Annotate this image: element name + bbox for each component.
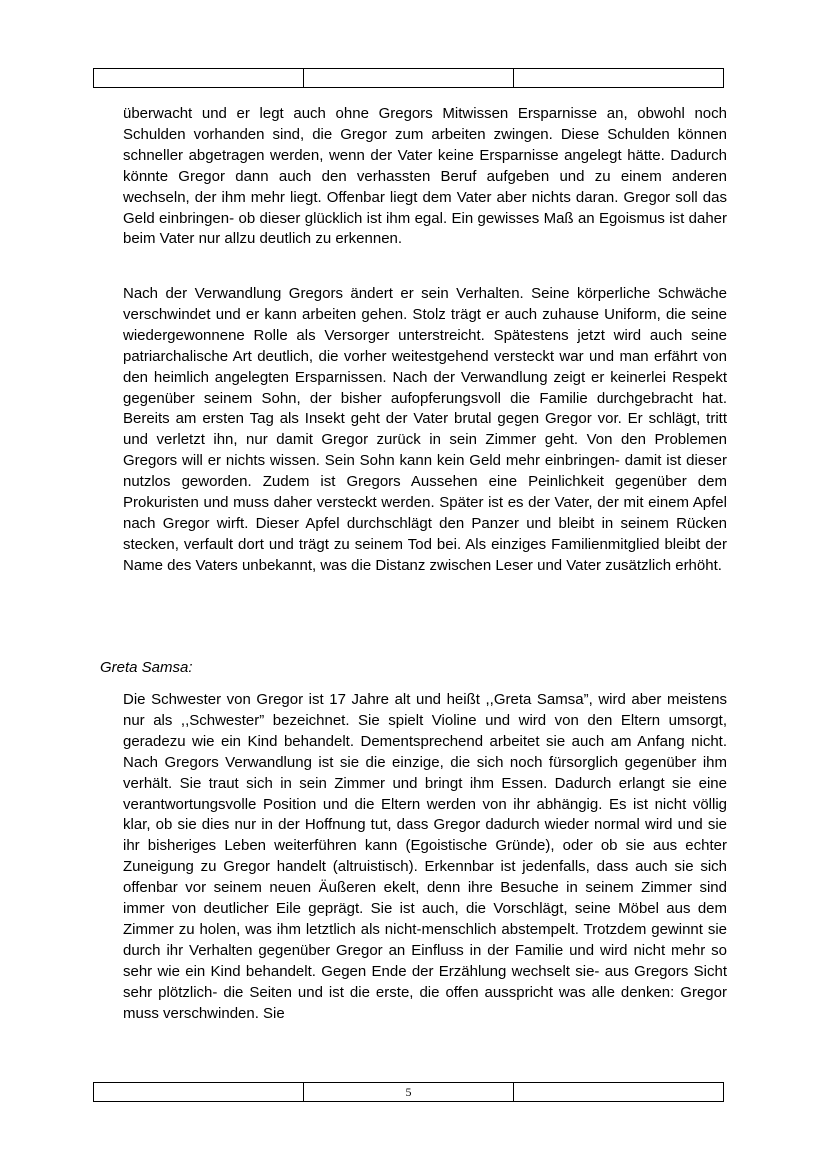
header-table: [93, 68, 724, 88]
header-cell-center: [304, 69, 514, 88]
paragraph-father-savings: [123, 104, 727, 250]
page-number: 5: [304, 1083, 514, 1102]
paragraph-text: überwacht und er legt auch ohne Gregors Mitwissen Ersparnisse an, obwohl noch Schulden vorhanden sind, die Gregor zum arbeiten zwingen. Diese Schulden können schneller abgetragen werden, wenn der Vater keine Ersparnisse angelegt hätte. Dadurch könnte Gregor dann auch den verhassten Beruf aufgeben und zu einem anderen wechseln, der ihm mehr liegt. Offenbar liegt dem Vater aber nichts daran. Gregor soll das Geld einbringen- ob dieser glücklich ist ihm egal. Ein gewisses Maß an Egoismus ist daher beim Vater nur allzu deutlich zu erkennen.: [123, 105, 727, 248]
paragraph-greta: [123, 690, 727, 1025]
footer-cell-left: [94, 1083, 304, 1102]
paragraph-text: Die Schwester von Gregor ist 17 Jahre alt und heißt ,,Greta Samsa”, wird aber meistens nur als ,,Schwester” bezeichnet. Sie spielt Violine und wird von den Eltern umsorgt, geradezu wie ein Kind behandelt. Dementsprechend arbeitet sie auch am Anfang nicht. Nach Gregors Verwandlung ist sie die einzige, die sich noch fürsorglich gegenüber ihm verhält. Sie traut sich in sein Zimmer und bringt ihm Essen. Dadurch erlangt sie eine verantwortungsvolle Position und die Eltern werden von ihr abhängig. Es ist nicht völlig klar, ob sie dies nur in der Hoffnung tut, dass Gregor dadurch wieder normal wird und sie ihr bisheriges Leben weiterführen kann (Egoistische Gründe), oder ob sie aus echter Zuneigung zu Gregor handelt (altruistisch). Erkennbar ist jedenfalls, dass auch sie sich offenbar vor seinem neuen Äußeren ekelt, denn ihre Besuche in seinem Zimmer sind immer von deutlicher Eile geprägt. Sie ist auch, die Vorschlägt, seine Möbel aus dem Zimmer zu holen, was ihm letztlich als nicht-menschlich abstempelt. Trotzdem gewinnt sie durch ihr Verhalten gegenüber Gregor an Einfluss in der Familie und wird nicht mehr so sehr wie ein Kind behandelt. Gegen Ende der Erzählung wechselt sie- aus Gregors Sicht sehr plötzlich- die Seiten und ist die erste, die offen ausspricht was alle denken: Gregor muss verschwinden. Sie: [123, 691, 727, 1022]
footer-cell-right: [514, 1083, 724, 1102]
footer-table: [93, 1082, 724, 1102]
section-heading-greta: Greta Samsa:: [100, 659, 193, 676]
paragraph-text: Nach der Verwandlung Gregors ändert er sein Verhalten. Seine körperliche Schwäche verschwindet und er kann arbeiten gehen. Stolz trägt er auch zuhause Uniform, die seine wiedergewonnene Rolle als Versorger unterstreicht. Spätestens jetzt wird auch seine patriarchalische Art deutlich, die vorher weitestgehend versteckt war und man erfährt von den heimlich angelegten Ersparnissen. Nach der Verwandlung zeigt er keinerlei Respekt gegenüber seinem Sohn, der bisher aufopferungsvoll die Familie durchgebracht hat. Bereits am ersten Tag als Insekt geht der Vater brutal gegen Gregor vor. Er schlägt, tritt und verletzt ihn, nur damit Gregor zurück in sein Zimmer geht. Von den Problemen Gregors will er nichts wissen. Sein Sohn kann kein Geld mehr einbringen- damit ist dieser nutzlos geworden. Zudem ist Gregors Aussehen eine Peinlichkeit gegenüber dem Prokuristen und muss daher versteckt werden. Später ist es der Vater, der mit einem Apfel nach Gregor wirft. Dieser Apfel durchschlägt den Panzer und bleibt in seinem Rücken stecken, verfault dort und trägt zu seinem Tod bei. Als einziges Familienmitglied bleibt der Name des Vaters unbekannt, was die Distanz zwischen Leser und Vater zusätzlich erhöht.: [123, 285, 727, 574]
paragraph-father-after-transformation: [123, 284, 727, 577]
header-cell-right: [514, 69, 724, 88]
header-cell-left: [94, 69, 304, 88]
